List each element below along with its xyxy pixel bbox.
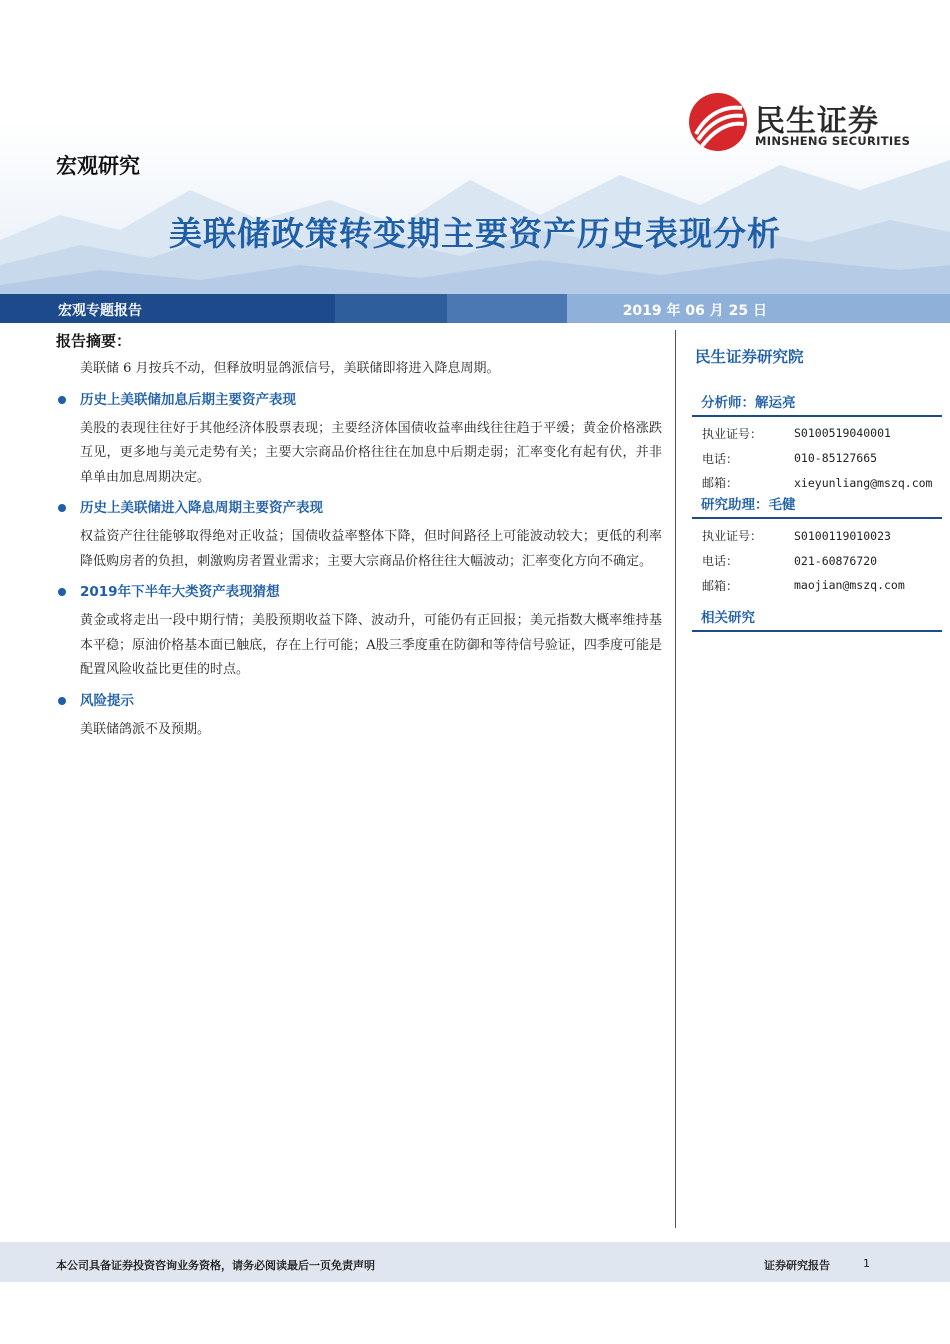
license-label: 执业证号： (702, 529, 763, 544)
section-text: 美联储鸽派不及预期。 (80, 721, 211, 737)
analyst-email-row (692, 471, 942, 496)
summary-column (56, 330, 662, 750)
band-segment (0, 294, 335, 323)
phone-label: 电话： (702, 554, 739, 569)
section-heading (56, 390, 662, 410)
logo-name-cn: 民生证券 (755, 104, 879, 139)
license-value: S0100119010023 (794, 528, 891, 543)
bullet-icon (58, 588, 66, 596)
column-divider (675, 330, 676, 1228)
analyst-phone-row (692, 446, 942, 471)
sidebar (692, 330, 942, 632)
email-value[interactable]: xieyunliang@mszq.com (794, 475, 933, 490)
page-footer (0, 1242, 950, 1282)
band-segment (447, 294, 567, 323)
phone-value: 010-85127665 (794, 451, 878, 466)
page-number: 1 (863, 1257, 870, 1270)
minsheng-logo-icon (688, 92, 748, 152)
bullet-icon (58, 504, 66, 512)
section-text: 权益资产往往能够取得绝对正收益；国债收益率整体下降，但时间路径上可能波动较大；更低的利率降低购房者的负担，刺激购房者置业需求；主要大宗商品价格往往大幅波动；汇率变化方向不确定。 (80, 529, 662, 569)
related-research-heading: 相关研究 (692, 608, 942, 632)
section-heading (56, 582, 662, 602)
report-date: 2019 年 06 月 25 日 (622, 303, 767, 319)
summary-intro: 美联储 6 月按兵不动，但释放明显鸽派信号，美联储即将进入降息周期。 (80, 361, 500, 376)
report-title: 美联储政策转变期主要资产历史表现分析 (169, 214, 781, 253)
assistant-email-row (692, 573, 942, 598)
institute-name: 民生证券研究院 (695, 348, 804, 366)
summary-heading: 报告摘要： (56, 332, 132, 350)
footer-report-label: 证券研究报告 (764, 1259, 830, 1272)
analyst-heading: 分析师：解运亮 (692, 393, 942, 417)
section-heading-text: 历史上美联储进入降息周期主要资产表现 (80, 500, 323, 516)
analyst-license-row (692, 421, 942, 446)
section-heading-text: 历史上美联储加息后期主要资产表现 (80, 391, 296, 408)
section-text: 黄金或将走出一段中期行情；美股预期收益下降、波动升，可能仍有正回报；美元指数大概率维持基本平稳；原油价格基本面已触底，存在上行可能；A股三季度重在防御和等待信号验证，四季度可能是配置风险收益比更佳的时点。 (80, 613, 662, 677)
company-logo (688, 92, 918, 152)
report-type: 宏观专题报告 (58, 303, 142, 319)
license-value: S0100519040001 (794, 426, 891, 441)
assistant-license-row (692, 523, 942, 548)
phone-label: 电话： (702, 451, 739, 466)
footer-disclaimer: 本公司具备证券投资咨询业务资格，请务必阅读最后一页免责声明 (56, 1259, 375, 1272)
license-label: 执业证号： (702, 426, 763, 441)
section-text: 美股的表现往往好于其他经济体股票表现；主要经济体国债收益率曲线往往趋于平缓；黄金价格涨跌互见，更多地与美元走势有关；主要大宗商品价格往往在加息中后期走弱；汇率变化有起有伏，并非单单由加息周期决定。 (80, 420, 662, 485)
assistant-phone-row (692, 548, 942, 573)
section-heading-text: 风险提示 (80, 692, 134, 709)
section-heading (56, 498, 662, 518)
bullet-icon (58, 396, 66, 404)
phone-value: 021-60876720 (794, 553, 878, 568)
assistant-heading: 研究助理：毛健 (692, 495, 942, 519)
band-segment (335, 294, 447, 323)
section-heading-text: 2019年下半年大类资产表现猜想 (80, 584, 280, 600)
email-label: 邮箱： (702, 476, 739, 491)
report-type-band (0, 294, 950, 323)
section-heading (56, 691, 662, 711)
bullet-icon (58, 697, 66, 705)
logo-name-en: MINSHENG SECURITIES (755, 134, 911, 148)
email-value[interactable]: maojian@mszq.com (794, 578, 905, 593)
email-label: 邮箱： (702, 578, 739, 593)
report-category: 宏观研究 (56, 154, 140, 178)
